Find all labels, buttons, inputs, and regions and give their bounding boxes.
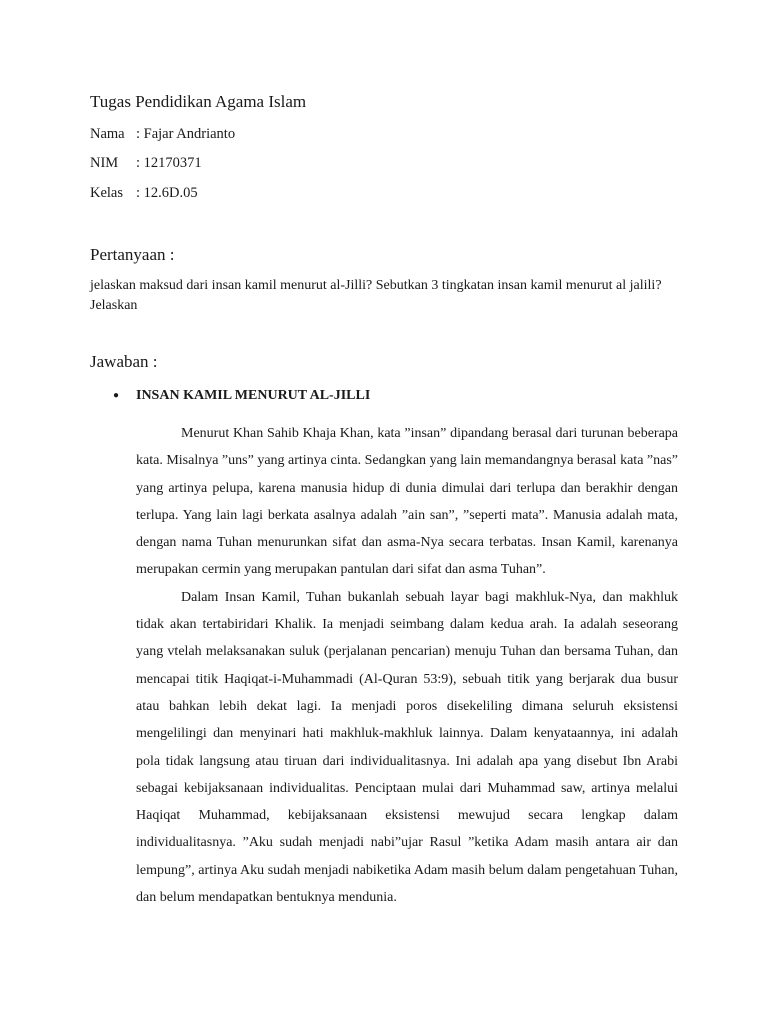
info-row-nama: [0, 126, 768, 146]
question-heading: Pertanyaan :: [90, 245, 175, 264]
info-key: NIM: [90, 155, 119, 171]
document-title: Tugas Pendidikan Agama Islam: [90, 92, 307, 111]
section-heading: INSAN KAMIL MENURUT AL-JILLI: [136, 388, 371, 403]
paragraph: Dalam Insan Kamil, Tuhan bukanlah sebuah layar bagi makhluk-Nya, dan makhluk tidak akan tertabiridari Khalik. Ia menjadi seimbang dalam kedua arah. Ia adalah seseorang yang vtelah melaksanakan suluk (perjalanan pencarian) menuju Tuhan dan bersama Tuhan, dan mencapai titik Haqiqat-i-Muhammadi (Al-Quran 53:9), sebuah titik yang berjarak dua busur atau bahkan lebih dekat lagi. Ia menjadi poros disekeliling dimana seluruh eksistensi mengelilingi dan menyinari hati makhluk-makhluk lainnya. Dalam kenyataannya, ini adalah pola tidak langsung atau tiruan dari individualitasnya. Ini adalah apa yang disebut Ibn Arabi sebagai kebijaksanaan individualitas. Penciptaan mulai dari Muhammad saw, artinya melalui Haqiqat Muhammad, kebijaksanaan eksistensi mewujud secara lengkap dalam individualitasnya. ”Aku sudah menjadi nabi”ujar Rasul ”ketika Adam masih antara air dan lempung”, artinya Aku sudah menjadi nabiketika Adam masih belum dalam pengetahuan Tuhan, dan belum mendapatkan bentuknya mendunia.: [136, 589, 678, 906]
info-row-nim: [0, 155, 768, 175]
info-value: : Fajar Andrianto: [136, 126, 236, 142]
info-value: : 12170371: [136, 155, 202, 171]
info-value: : 12.6D.05: [136, 185, 198, 201]
question-text: jelaskan maksud dari insan kamil menurut al-Jilli? Sebutkan 3 tingkatan insan kamil menurut al jalili? Jelaskan: [90, 278, 662, 313]
bullet-icon: ●: [113, 390, 120, 401]
info-key: Kelas: [90, 185, 124, 201]
info-row-kelas: [0, 185, 768, 205]
paragraph: Menurut Khan Sahib Khaja Khan, kata ”insan” dipandang berasal dari turunan beberapa kata. Misalnya ”uns” yang artinya cinta. Sedangkan yang lain memandangnya berasal kata ”nas” yang artinya pelupa, karena manusia hidup di dunia dimulai dari terlupa dan berakhir dengan terlupa. Yang lain lagi berkata asalnya adalah ”ain san”, ”seperti mata”. Manusia adalah mata, dengan nama Tuhan menurunkan sifat dan asma-Nya secara terbatas. Insan Kamil, karenanya merupakan cermin yang merupakan pantulan dari sifat dan asma Tuhan”.: [136, 426, 678, 578]
answer-body: [136, 420, 678, 911]
answer-heading: Jawaban :: [90, 352, 158, 371]
info-key: Nama: [90, 126, 125, 142]
